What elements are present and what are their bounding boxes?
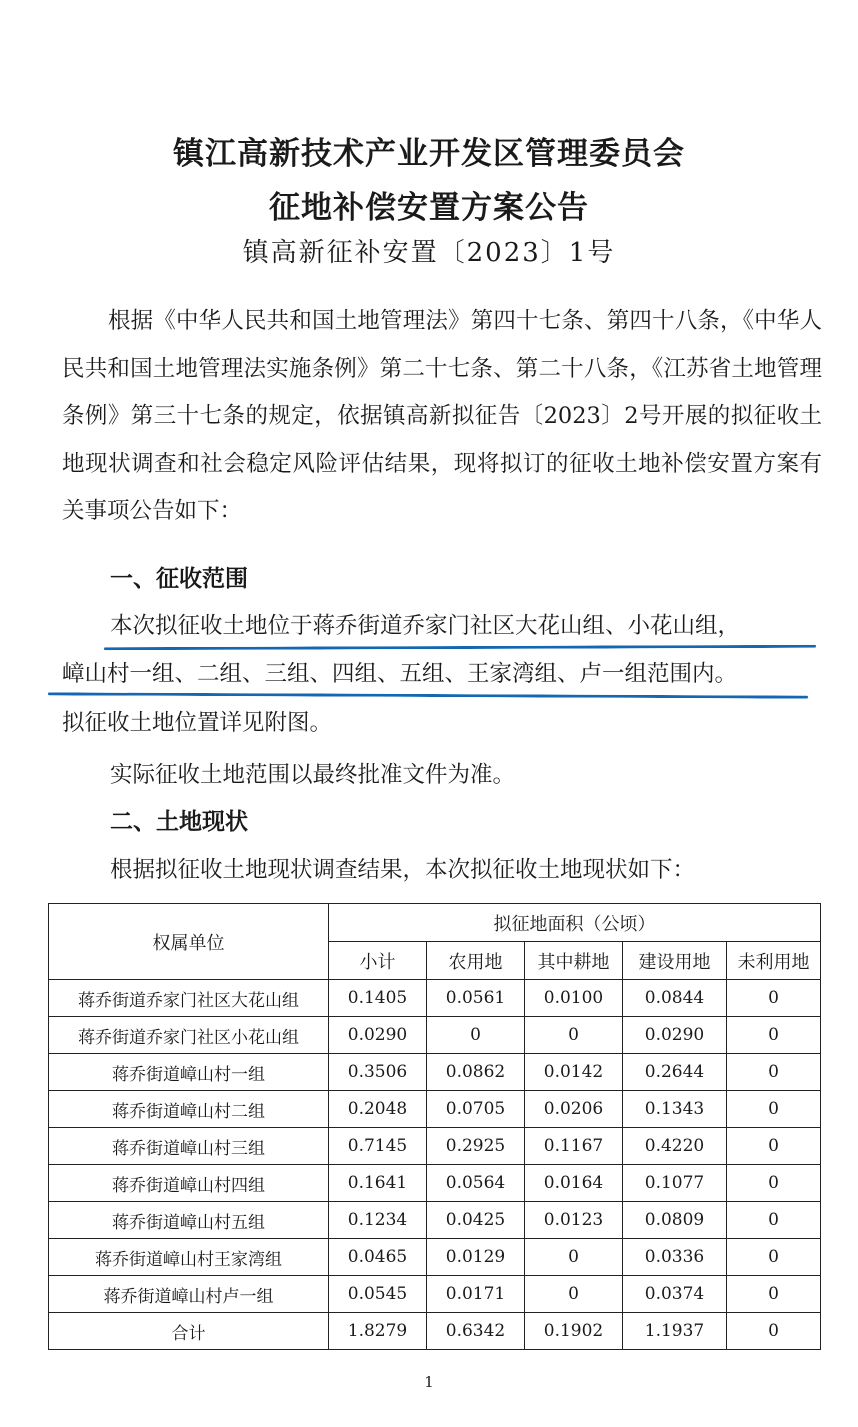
page-number: 1 (424, 1373, 434, 1391)
notice-title: 征地补偿安置方案公告 (269, 190, 589, 226)
value-cell: 0.0545 (329, 1276, 427, 1313)
table-row (49, 1202, 821, 1239)
value-cell: 0 (727, 1276, 821, 1313)
unused-land-header: 未利用地 (727, 942, 821, 980)
value-cell: 0.0465 (329, 1239, 427, 1276)
owner-unit-cell: 蒋乔街道嶂山村三组 (49, 1128, 329, 1165)
scope-line-1: 本次拟征收土地位于蒋乔街道乔家门社区大花山组、小花山组， (110, 613, 741, 639)
construction-land-header: 建设用地 (623, 942, 727, 980)
value-cell: 0.1343 (623, 1091, 727, 1128)
value-cell: 0 (727, 1091, 821, 1128)
cultivated-header: 其中耕地 (525, 942, 623, 980)
document-number: 镇高新征补安置〔2023〕1号 (242, 238, 616, 268)
value-cell: 0.0206 (525, 1091, 623, 1128)
owner-unit-cell: 蒋乔街道嶂山村二组 (49, 1091, 329, 1128)
value-cell: 0.0290 (329, 1017, 427, 1054)
value-cell: 0.0123 (525, 1202, 623, 1239)
owner-unit-header: 权属单位 (49, 904, 329, 980)
value-cell: 0.2925 (427, 1128, 525, 1165)
value-cell: 0 (727, 1017, 821, 1054)
value-cell: 0 (525, 1276, 623, 1313)
scope-line-3: 拟征收土地位置详见附图。 (62, 710, 333, 736)
value-cell: 0.0129 (427, 1239, 525, 1276)
land-status-intro: 根据拟征收土地现状调查结果，本次拟征收土地现状如下： (110, 857, 696, 883)
value-cell: 0.0809 (623, 1202, 727, 1239)
value-cell: 0 (427, 1017, 525, 1054)
table-row (49, 1165, 821, 1202)
highlight-underline-1 (104, 645, 816, 650)
value-cell: 0.4220 (623, 1128, 727, 1165)
table-row (49, 1276, 821, 1313)
owner-unit-cell: 蒋乔街道嶂山村四组 (49, 1165, 329, 1202)
farmland-header: 农用地 (427, 942, 525, 980)
table-row (49, 1017, 821, 1054)
value-cell: 0.0171 (427, 1276, 525, 1313)
actual-scope-note: 实际征收土地范围以最终批准文件为准。 (110, 762, 516, 788)
value-cell: 0 (525, 1239, 623, 1276)
value-cell: 0.1641 (329, 1165, 427, 1202)
total-row (49, 1313, 821, 1350)
section2-heading: 二、土地现状 (110, 809, 248, 835)
value-cell: 0.0561 (427, 980, 525, 1017)
intro-paragraph: 根据《中华人民共和国土地管理法》第四十七条、第四十八条，《中华人民共和国土地管理法实施条例》第二十七条、第二十八条，《江苏省土地管理条例》第三十七条的规定，依据镇高新拟征告〔2023〕2号开展的拟征收土地现状调查和社会稳定风险评估结果，现将拟订的征收土地补偿安置方案有关事项公告如下： (62, 308, 822, 524)
value-cell: 0.0844 (623, 980, 727, 1017)
section1-heading: 一、征收范围 (110, 566, 248, 592)
value-cell: 0.7145 (329, 1128, 427, 1165)
value-cell: 0.2644 (623, 1054, 727, 1091)
value-cell: 0 (727, 1165, 821, 1202)
total-value-cell: 1.8279 (329, 1313, 427, 1350)
value-cell: 0.1405 (329, 980, 427, 1017)
value-cell: 0 (525, 1017, 623, 1054)
owner-unit-cell: 蒋乔街道乔家门社区小花山组 (49, 1017, 329, 1054)
scope-line-2: 嶂山村一组、二组、三组、四组、五组、王家湾组、卢一组范围内。 (62, 661, 738, 687)
area-group-header: 拟征地面积（公顷） (329, 904, 821, 942)
total-value-cell: 0.6342 (427, 1313, 525, 1350)
value-cell: 0.0290 (623, 1017, 727, 1054)
total-label-cell: 合计 (49, 1313, 329, 1350)
value-cell: 0 (727, 1128, 821, 1165)
value-cell: 0.0164 (525, 1165, 623, 1202)
total-value-cell: 0 (727, 1313, 821, 1350)
table-row (49, 1054, 821, 1091)
value-cell: 0.0336 (623, 1239, 727, 1276)
subtotal-header: 小计 (329, 942, 427, 980)
value-cell: 0.1167 (525, 1128, 623, 1165)
value-cell: 0.3506 (329, 1054, 427, 1091)
value-cell: 0 (727, 1202, 821, 1239)
value-cell: 0.0564 (427, 1165, 525, 1202)
total-value-cell: 0.1902 (525, 1313, 623, 1350)
value-cell: 0.2048 (329, 1091, 427, 1128)
table-row (49, 1239, 821, 1276)
notice-issuer-title: 镇江高新技术产业开发区管理委员会 (173, 136, 685, 172)
value-cell: 0.0142 (525, 1054, 623, 1091)
owner-unit-cell: 蒋乔街道嶂山村王家湾组 (49, 1239, 329, 1276)
table-row (49, 980, 821, 1017)
value-cell: 0.0425 (427, 1202, 525, 1239)
owner-unit-cell: 蒋乔街道乔家门社区大花山组 (49, 980, 329, 1017)
value-cell: 0.0862 (427, 1054, 525, 1091)
owner-unit-cell: 蒋乔街道嶂山村一组 (49, 1054, 329, 1091)
table-row (49, 1128, 821, 1165)
table-row (49, 1091, 821, 1128)
value-cell: 0.1077 (623, 1165, 727, 1202)
value-cell: 0 (727, 1054, 821, 1091)
highlight-underline-2 (48, 692, 808, 698)
value-cell: 0.0100 (525, 980, 623, 1017)
value-cell: 0.0374 (623, 1276, 727, 1313)
value-cell: 0.1234 (329, 1202, 427, 1239)
owner-unit-cell: 蒋乔街道嶂山村五组 (49, 1202, 329, 1239)
owner-unit-cell: 蒋乔街道嶂山村卢一组 (49, 1276, 329, 1313)
total-value-cell: 1.1937 (623, 1313, 727, 1350)
value-cell: 0 (727, 980, 821, 1017)
value-cell: 0.0705 (427, 1091, 525, 1128)
land-area-table (48, 903, 821, 1350)
value-cell: 0 (727, 1239, 821, 1276)
